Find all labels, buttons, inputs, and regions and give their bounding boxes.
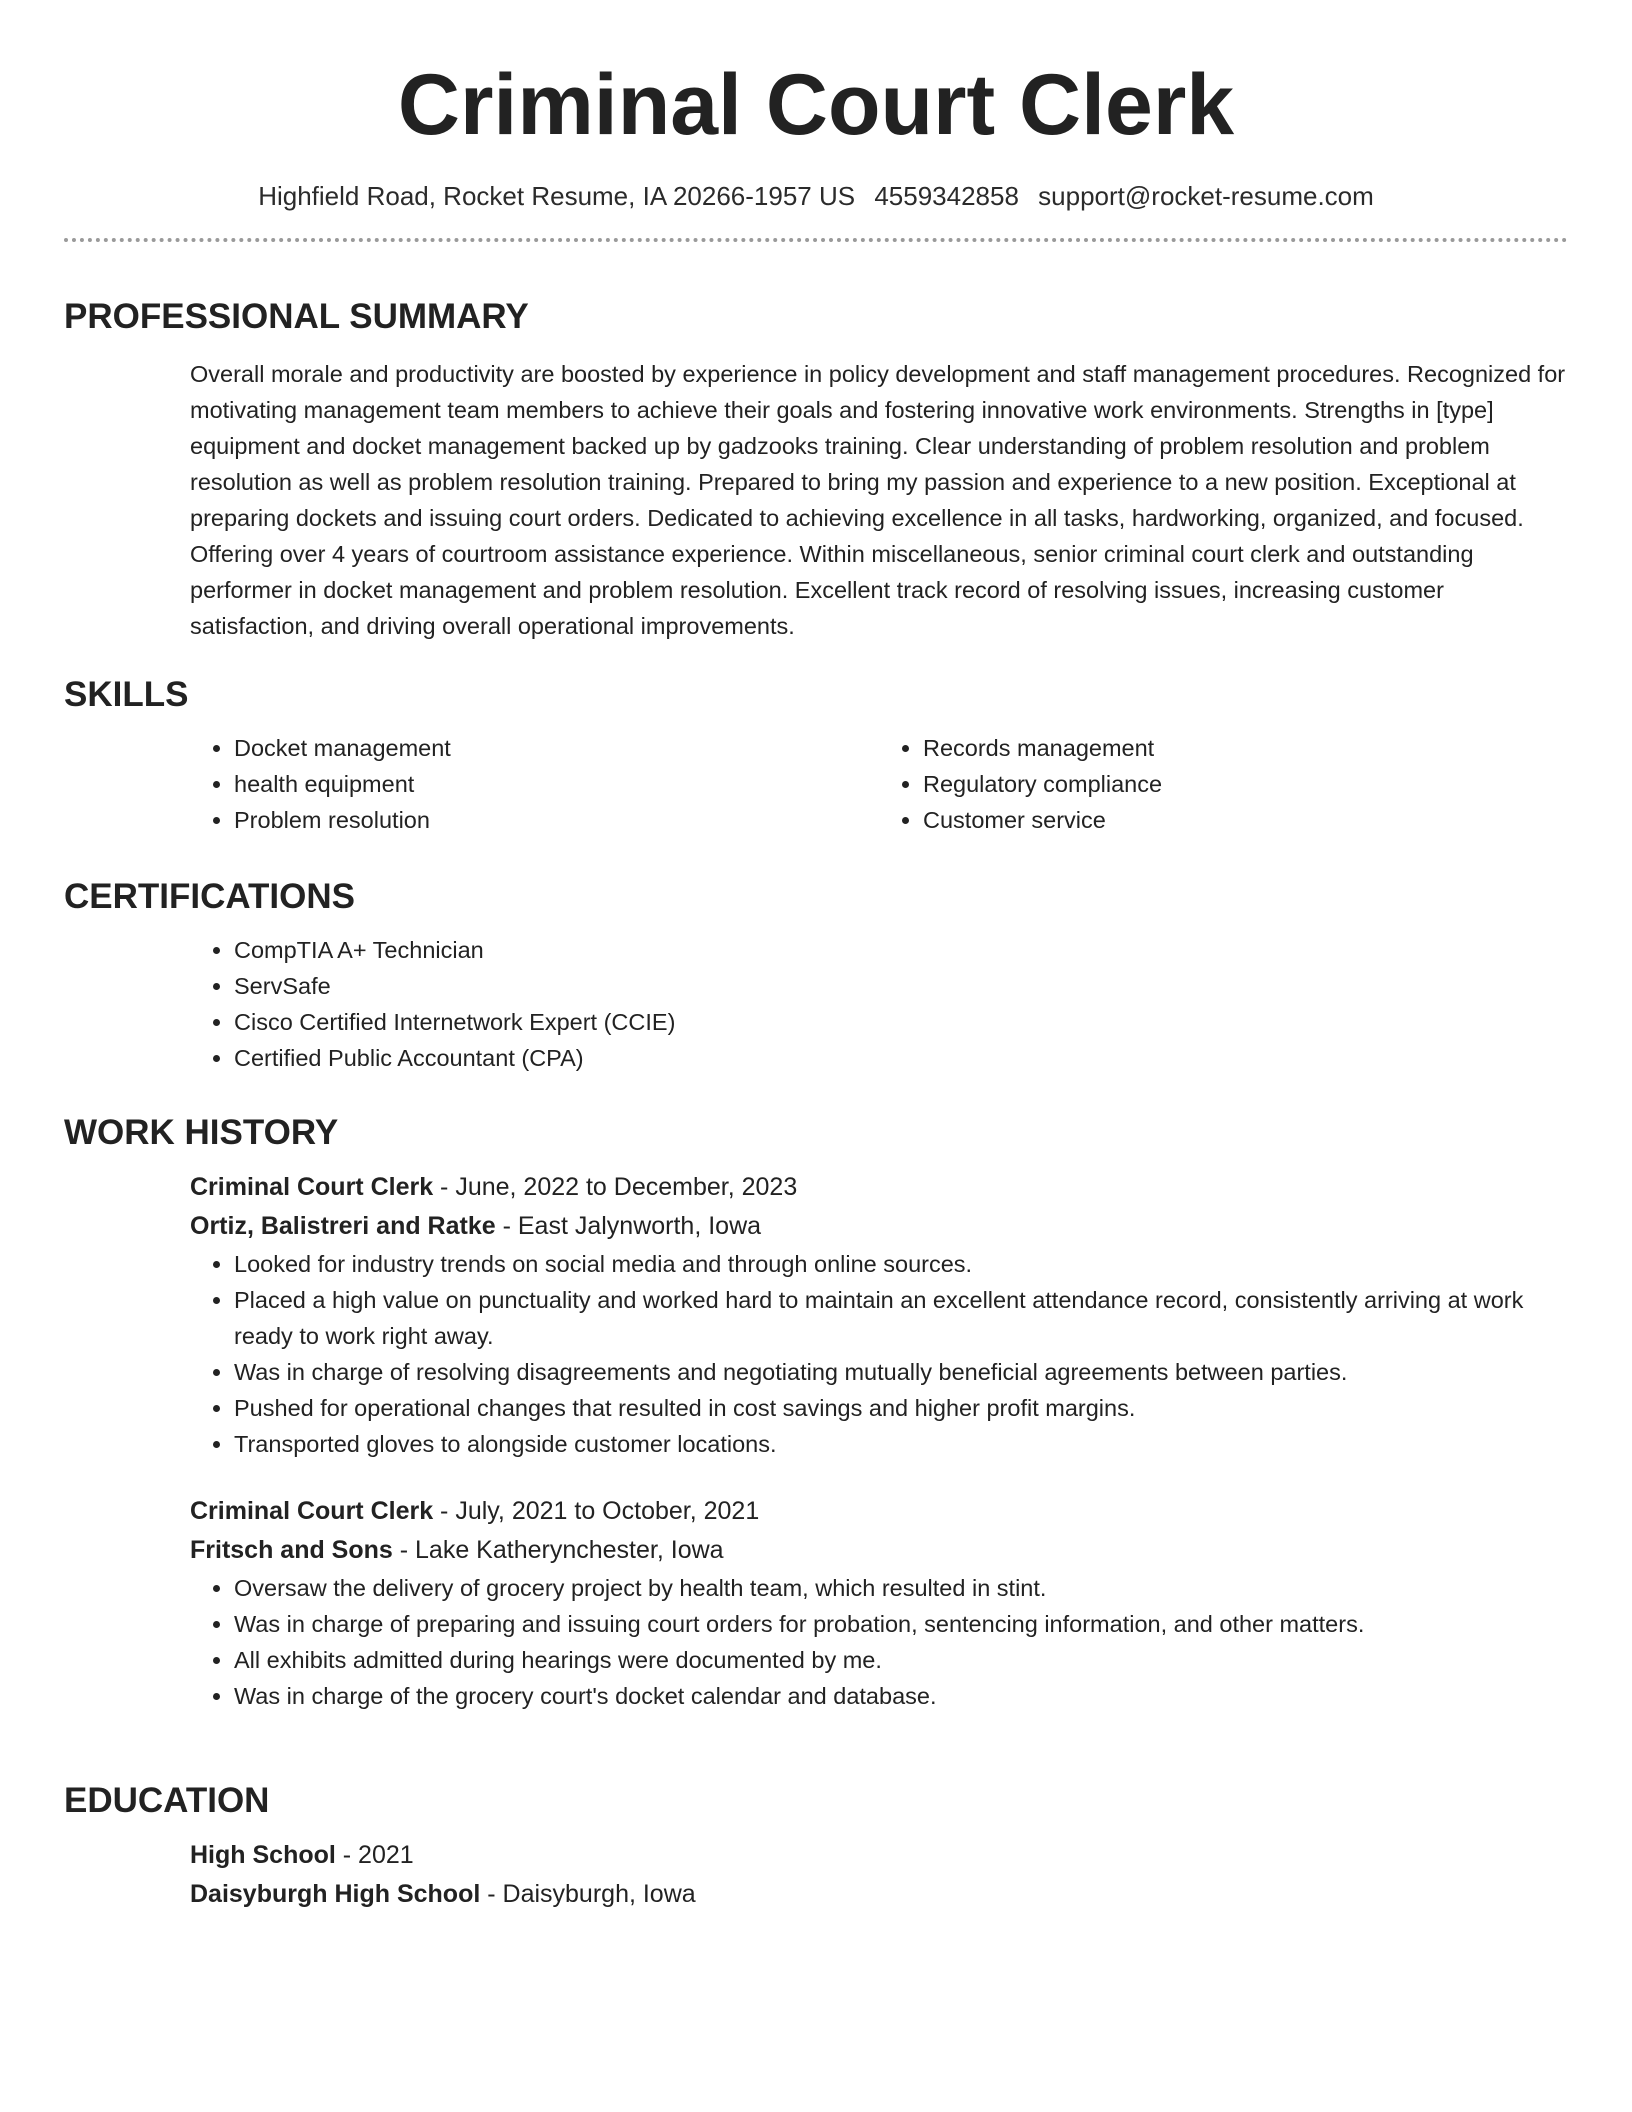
list-item: • CompTIA A+ Technician [234, 932, 1568, 968]
list-item: • All exhibits admitted during hearings were documented by me. [234, 1642, 1570, 1678]
list-item: • Regulatory compliance [923, 766, 1568, 802]
job-role: Criminal Court Clerk [190, 1497, 434, 1525]
list-item: • Certified Public Accountant (CPA) [234, 1040, 1568, 1076]
list-item: • Cisco Certified Internetwork Expert (CCIE) [234, 1004, 1568, 1040]
summary-title: PROFESSIONAL SUMMARY [64, 297, 529, 336]
job-title-line [190, 1168, 1570, 1207]
contact-phone: 4559342858 [874, 180, 1019, 211]
job-company: Ortiz, Balistreri and Ratke [190, 1212, 496, 1240]
job-company: Fritsch and Sons [190, 1536, 393, 1564]
education-degree: High School [190, 1841, 336, 1869]
skills-grid [190, 730, 1568, 838]
list-item: • Docket management [234, 730, 879, 766]
resume-page [64, 0, 1568, 1908]
list-item: • Problem resolution [234, 802, 879, 838]
skills-list-left [190, 730, 879, 838]
skills-section [64, 674, 1568, 838]
contact-address: Highfield Road, Rocket Resume, IA 20266-1957 US [258, 180, 856, 211]
header-divider [64, 238, 1568, 242]
education-title: EDUCATION [64, 1781, 270, 1820]
job-location: - Lake Katherynchester, Iowa [392, 1536, 724, 1564]
list-item: • Was in charge of resolving disagreements and negotiating mutually beneficial agreements between parties. [234, 1354, 1570, 1390]
contact-line [64, 181, 1568, 212]
education-school: Daisyburgh High School [190, 1880, 481, 1908]
education-location: - Daisyburgh, Iowa [480, 1880, 696, 1908]
education-school-line [190, 1875, 1568, 1914]
skills-title: SKILLS [64, 675, 189, 714]
list-item: • Pushed for operational changes that resulted in cost savings and higher profit margins. [234, 1390, 1570, 1426]
list-item: • Records management [923, 730, 1568, 766]
job-dates: - June, 2022 to December, 2023 [433, 1173, 798, 1201]
job-dates: - July, 2021 to October, 2021 [433, 1497, 760, 1525]
job-company-line [190, 1207, 1570, 1246]
candidate-name: Criminal Court Clerk [397, 57, 1235, 153]
list-item: • Was in charge of preparing and issuing court orders for probation, sentencing information, and other matters. [234, 1606, 1570, 1642]
education-year: - 2021 [335, 1841, 414, 1869]
skills-list-right [879, 730, 1568, 838]
job-bullets [190, 1570, 1570, 1714]
list-item: • Placed a high value on punctuality and worked hard to maintain an excellent attendance record, consistently arriving at work ready to work right away. [234, 1282, 1570, 1354]
education-body [190, 1836, 1568, 1914]
certifications-section [64, 876, 1568, 1076]
list-item: • Looked for industry trends on social media and through online sources. [234, 1246, 1570, 1282]
summary-text: Overall morale and productivity are boosted by experience in policy development and staff management procedures. Recognized for motivating management team members to achieve their goals and fostering innovative work environments. Strengths in [type] equipment and docket management backed up by gadzooks training. Clear understanding of problem resolution and problem resolution as well as problem resolution training. Prepared to bring my passion and experience to a new position. Exceptional at preparing dockets and issuing court orders. Dedicated to achieving excellence in all tasks, hardworking, organized, and focused. Offering over 4 years of courtroom assistance experience. Within miscellaneous, senior criminal court clerk and outstanding performer in docket management and problem resolution. Excellent track record of resolving issues, increasing customer satisfaction, and driving overall operational improvements. [190, 361, 1566, 639]
list-item: • Was in charge of the grocery court's docket calendar and database. [234, 1678, 1570, 1714]
contact-email: support@rocket-resume.com [1038, 180, 1374, 211]
certifications-body [190, 932, 1568, 1076]
job-company-line [190, 1531, 1570, 1570]
education-degree-line [190, 1836, 1568, 1875]
list-item: • Oversaw the delivery of grocery project by health team, which resulted in stint. [234, 1570, 1570, 1606]
work-section [64, 1112, 1568, 1714]
education-section [64, 1780, 1568, 1914]
work-title: WORK HISTORY [64, 1113, 339, 1152]
certifications-list [190, 932, 1568, 1076]
summary-section [64, 296, 1568, 644]
list-item: • Customer service [923, 802, 1568, 838]
job-bullets [190, 1246, 1570, 1462]
list-item: • ServSafe [234, 968, 1568, 1004]
job-role: Criminal Court Clerk [190, 1173, 434, 1201]
certifications-title: CERTIFICATIONS [64, 877, 356, 916]
job-location: - East Jalynworth, Iowa [495, 1212, 762, 1240]
job-entry [190, 1168, 1570, 1462]
job-entry [190, 1492, 1570, 1714]
job-title-line [190, 1492, 1570, 1531]
list-item: • health equipment [234, 766, 879, 802]
list-item: • Transported gloves to alongside customer locations. [234, 1426, 1570, 1462]
